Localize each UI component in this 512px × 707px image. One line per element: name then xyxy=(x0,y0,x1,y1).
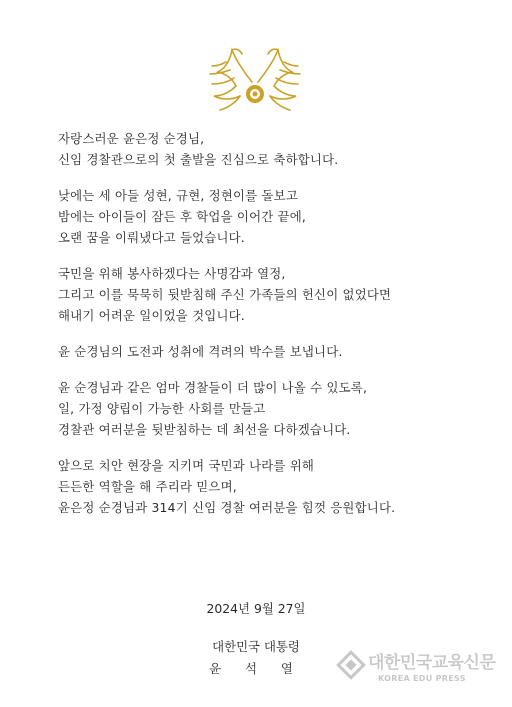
paragraph-commitment xyxy=(58,377,498,440)
paragraph-family xyxy=(58,263,498,326)
letter-line: 윤은정 순경님과 314기 신임 경찰 여러분을 힘껏 응원합니다. xyxy=(58,500,396,515)
letter-line: 낮에는 세 아들 성현, 규현, 정현이를 돌보고 xyxy=(58,188,298,203)
letter-line: 밤에는 아이들이 잠든 후 학업을 이어간 끝에, xyxy=(58,209,307,224)
letter-line: 자랑스러운 윤은정 순경님, xyxy=(58,131,205,146)
letter-line: 경찰관 여러분을 뒷받침하는 데 최선을 다하겠습니다. xyxy=(58,422,351,437)
letter-line: 국민을 위해 봉사하겠다는 사명감과 열정, xyxy=(58,266,286,281)
letter-line: 앞으로 치안 현장을 지키며 국민과 나라를 위해 xyxy=(58,458,315,473)
letter-line: 든든한 역할을 해 주리라 믿으며, xyxy=(58,479,237,494)
letter-line: 그리고 이를 묵묵히 뒷받침해 주신 가족들의 헌신이 없었다면 xyxy=(58,287,392,302)
letter-line: 윤 순경님의 도전과 성취에 격려의 박수를 보냅니다. xyxy=(58,344,343,359)
letter-line: 오랜 꿈을 이뤄냈다고 들었습니다. xyxy=(58,230,245,245)
letter-line: 일, 가정 양립이 가능한 사회를 만들고 xyxy=(58,401,266,416)
press-watermark xyxy=(334,640,510,700)
watermark-title: 대한민국교육신문 xyxy=(368,653,496,673)
paragraph-closing xyxy=(58,455,498,518)
watermark-subtitle: KOREA EDU PRESS xyxy=(378,674,466,683)
letter-date: 2024년 9월 27일 xyxy=(206,601,306,616)
paragraph-greeting xyxy=(58,128,498,170)
signature-name: 윤 석 열 xyxy=(209,661,303,676)
signature-title: 대한민국 대통령 xyxy=(212,639,300,654)
letter-line: 해내기 어려운 일이었을 것입니다. xyxy=(58,308,245,323)
letter-line: 윤 순경님과 같은 엄마 경찰들이 더 많이 나올 수 있도록, xyxy=(58,380,368,395)
press-logo-icon xyxy=(336,650,366,680)
letter-body xyxy=(58,128,498,533)
paragraph-applause xyxy=(58,341,498,362)
paragraph-story xyxy=(58,185,498,248)
letter-line: 신임 경찰관으로의 첫 출발을 진심으로 축하합니다. xyxy=(58,152,339,167)
presidential-phoenix-emblem-icon xyxy=(206,42,304,114)
